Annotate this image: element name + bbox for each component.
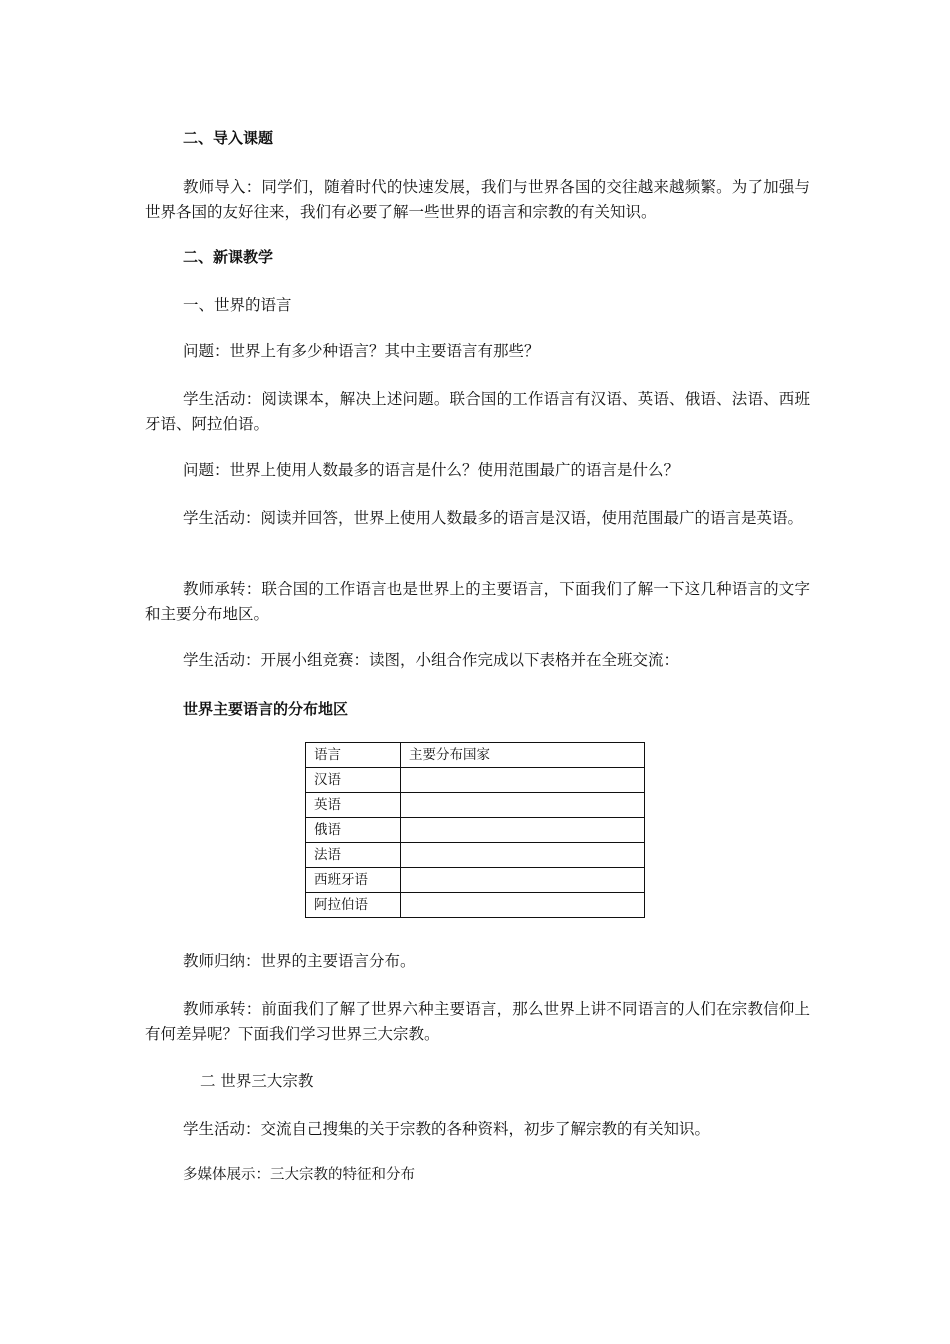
multimedia-display: 多媒体展示：三大宗教的特征和分布: [183, 1167, 415, 1183]
table-cell-countries: [401, 793, 645, 818]
table-cell-countries: [401, 818, 645, 843]
student-activity-2: 学生活动：阅读并回答，世界上使用人数最多的语言是汉语，使用范围最广的语言是英语。: [183, 509, 804, 527]
part2-title: 二 世界三大宗教: [200, 1072, 314, 1090]
table-cell-countries: [401, 843, 645, 868]
question-2: 问题：世界上使用人数最多的语言是什么？使用范围最广的语言是什么？: [183, 461, 680, 479]
table-cell-countries: [401, 868, 645, 893]
table-row: [306, 868, 645, 893]
intro-heading: 二、导入课题: [183, 129, 274, 147]
student-activity-1: 学生活动：阅读课本，解决上述问题。联合国的工作语言有汉语、英语、俄语、法语、西班牙语、阿拉伯语。: [145, 390, 810, 433]
part1-title: 一、世界的语言: [183, 296, 292, 314]
table-cell-language: 汉语: [306, 768, 401, 793]
student-activity-3: 学生活动：开展小组竞赛：读图，小组合作完成以下表格并在全班交流：: [183, 651, 680, 669]
teacher-transition-2: 教师承转：前面我们了解了世界六种主要语言，那么世界上讲不同语言的人们在宗教信仰上有何差异呢？下面我们学习世界三大宗教。: [145, 1000, 810, 1043]
table-title: 世界主要语言的分布地区: [183, 700, 349, 718]
teacher-transition-1: 教师承转：联合国的工作语言也是世界上的主要语言，下面我们了解一下这几种语言的文字和主要分布地区。: [145, 580, 810, 623]
table-cell-language: 西班牙语: [306, 868, 401, 893]
teacher-summary: 教师归纳：世界的主要语言分布。: [183, 952, 416, 970]
table-header-row: [306, 743, 645, 768]
question-1: 问题：世界上有多少种语言？其中主要语言有那些？: [183, 342, 540, 360]
table-cell-countries: [401, 893, 645, 918]
student-activity-4: 学生活动：交流自己搜集的关于宗教的各种资料，初步了解宗教的有关知识。: [183, 1120, 711, 1138]
table-row: [306, 768, 645, 793]
table-row: [306, 843, 645, 868]
table-cell-language: 阿拉伯语: [306, 893, 401, 918]
table-header-language: 语言: [306, 743, 401, 768]
intro-paragraph: 教师导入：同学们，随着时代的快速发展，我们与世界各国的交往越来越频繁。为了加强与世界各国的友好往来，我们有必要了解一些世界的语言和宗教的有关知识。: [145, 178, 810, 221]
table-cell-language: 法语: [306, 843, 401, 868]
table-cell-countries: [401, 768, 645, 793]
table-cell-language: 英语: [306, 793, 401, 818]
table-row: [306, 793, 645, 818]
new-lesson-heading: 二、新课教学: [183, 248, 274, 266]
table-cell-language: 俄语: [306, 818, 401, 843]
table-row: [306, 818, 645, 843]
language-distribution-table: [305, 742, 645, 918]
table-row: [306, 893, 645, 918]
table-header-countries: 主要分布国家: [401, 743, 645, 768]
